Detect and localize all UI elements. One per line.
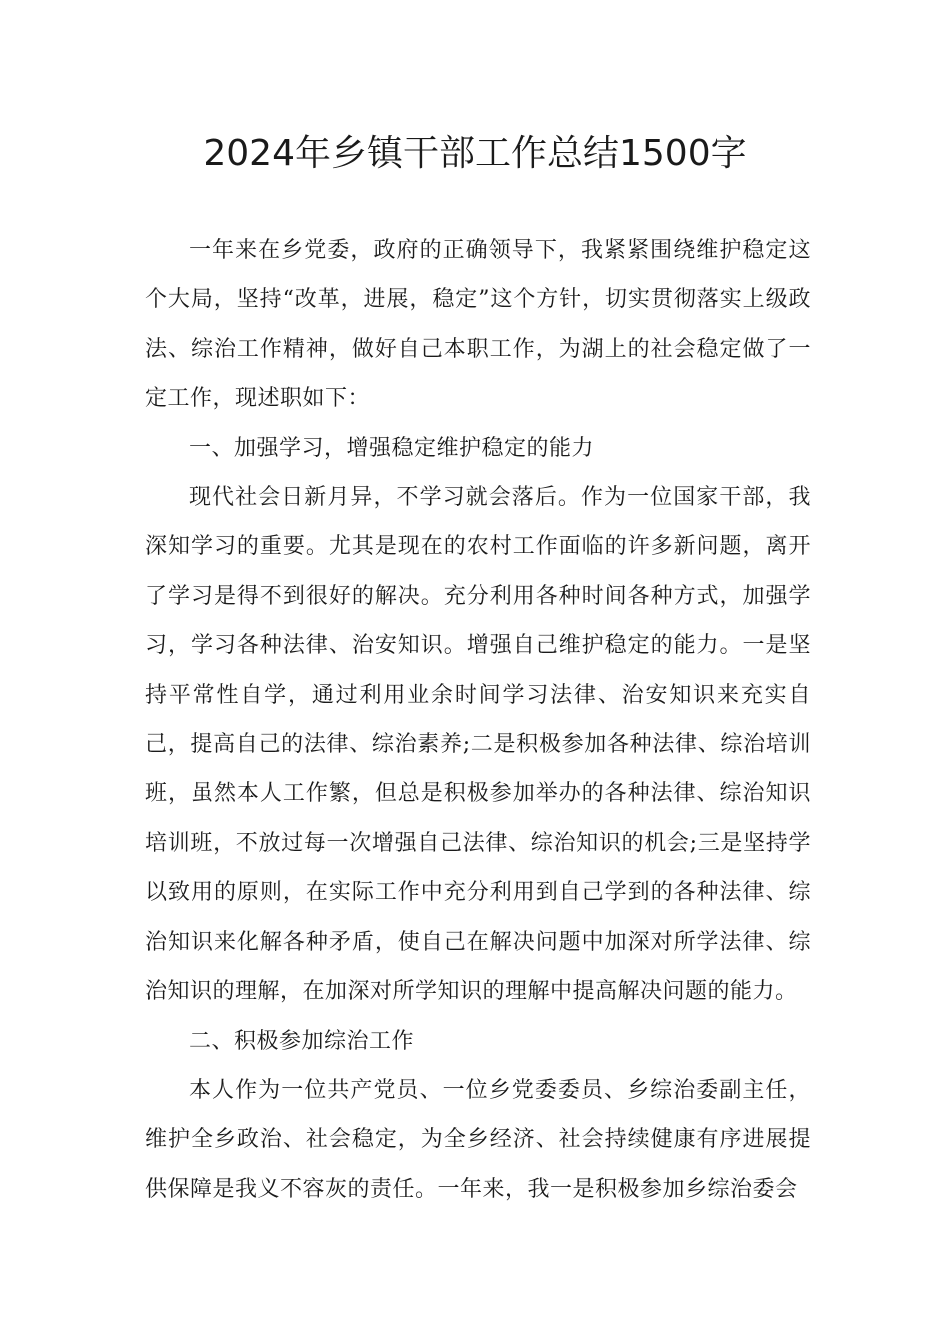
document-title: 2024年乡镇干部工作总结1500字	[203, 133, 747, 174]
section-1-paragraph: 现代社会日新月异，不学习就会落后。作为一位国家干部，我深知学习的重要。尤其是现在的农村工作面临的许多新问题，离开了学习是得不到很好的解决。充分利用各种时间各种方式，加强学习，学习各种法律、治安知识。增强自己维护稳定的能力。一是坚持平常性自学，通过利用业余时间学习法律、治安知识来充实自己，提高自己的法律、综治素养;二是积极参加各种法律、综治培训班，虽然本人工作繁，但总是积极参加举办的各种法律、综治知识培训班，不放过每一次增强自己法律、综治知识的机会;三是坚持学以致用的原则，在实际工作中充分利用到自己学到的各种法律、综治知识来化解各种矛盾，使自己在解决问题中加深对所学法律、综治知识的理解，在加深对所学知识的理解中提高解决问题的能力。	[145, 485, 811, 1005]
section-2-paragraph: 本人作为一位共产党员、一位乡党委委员、乡综治委副主任，维护全乡政治、社会稳定，为全乡经济、社会持续健康有序进展提供保障是我义不容灰的责任。一年来，我一是积极参加乡综治委会	[145, 1077, 811, 1202]
section-heading-1: 一、加强学习，增强稳定维护稳定的能力	[189, 435, 595, 461]
section-heading-2: 二、积极参加综治工作	[189, 1028, 415, 1054]
document-body	[145, 226, 811, 1214]
intro-paragraph: 一年来在乡党委，政府的正确领导下，我紧紧围绕维护稳定这个大局，坚持“改革，进展，稳定”这个方针，切实贯彻落实上级政法、综治工作精神，做好自己本职工作，为湖上的社会稳定做了一定工作，现述职如下：	[145, 238, 811, 412]
